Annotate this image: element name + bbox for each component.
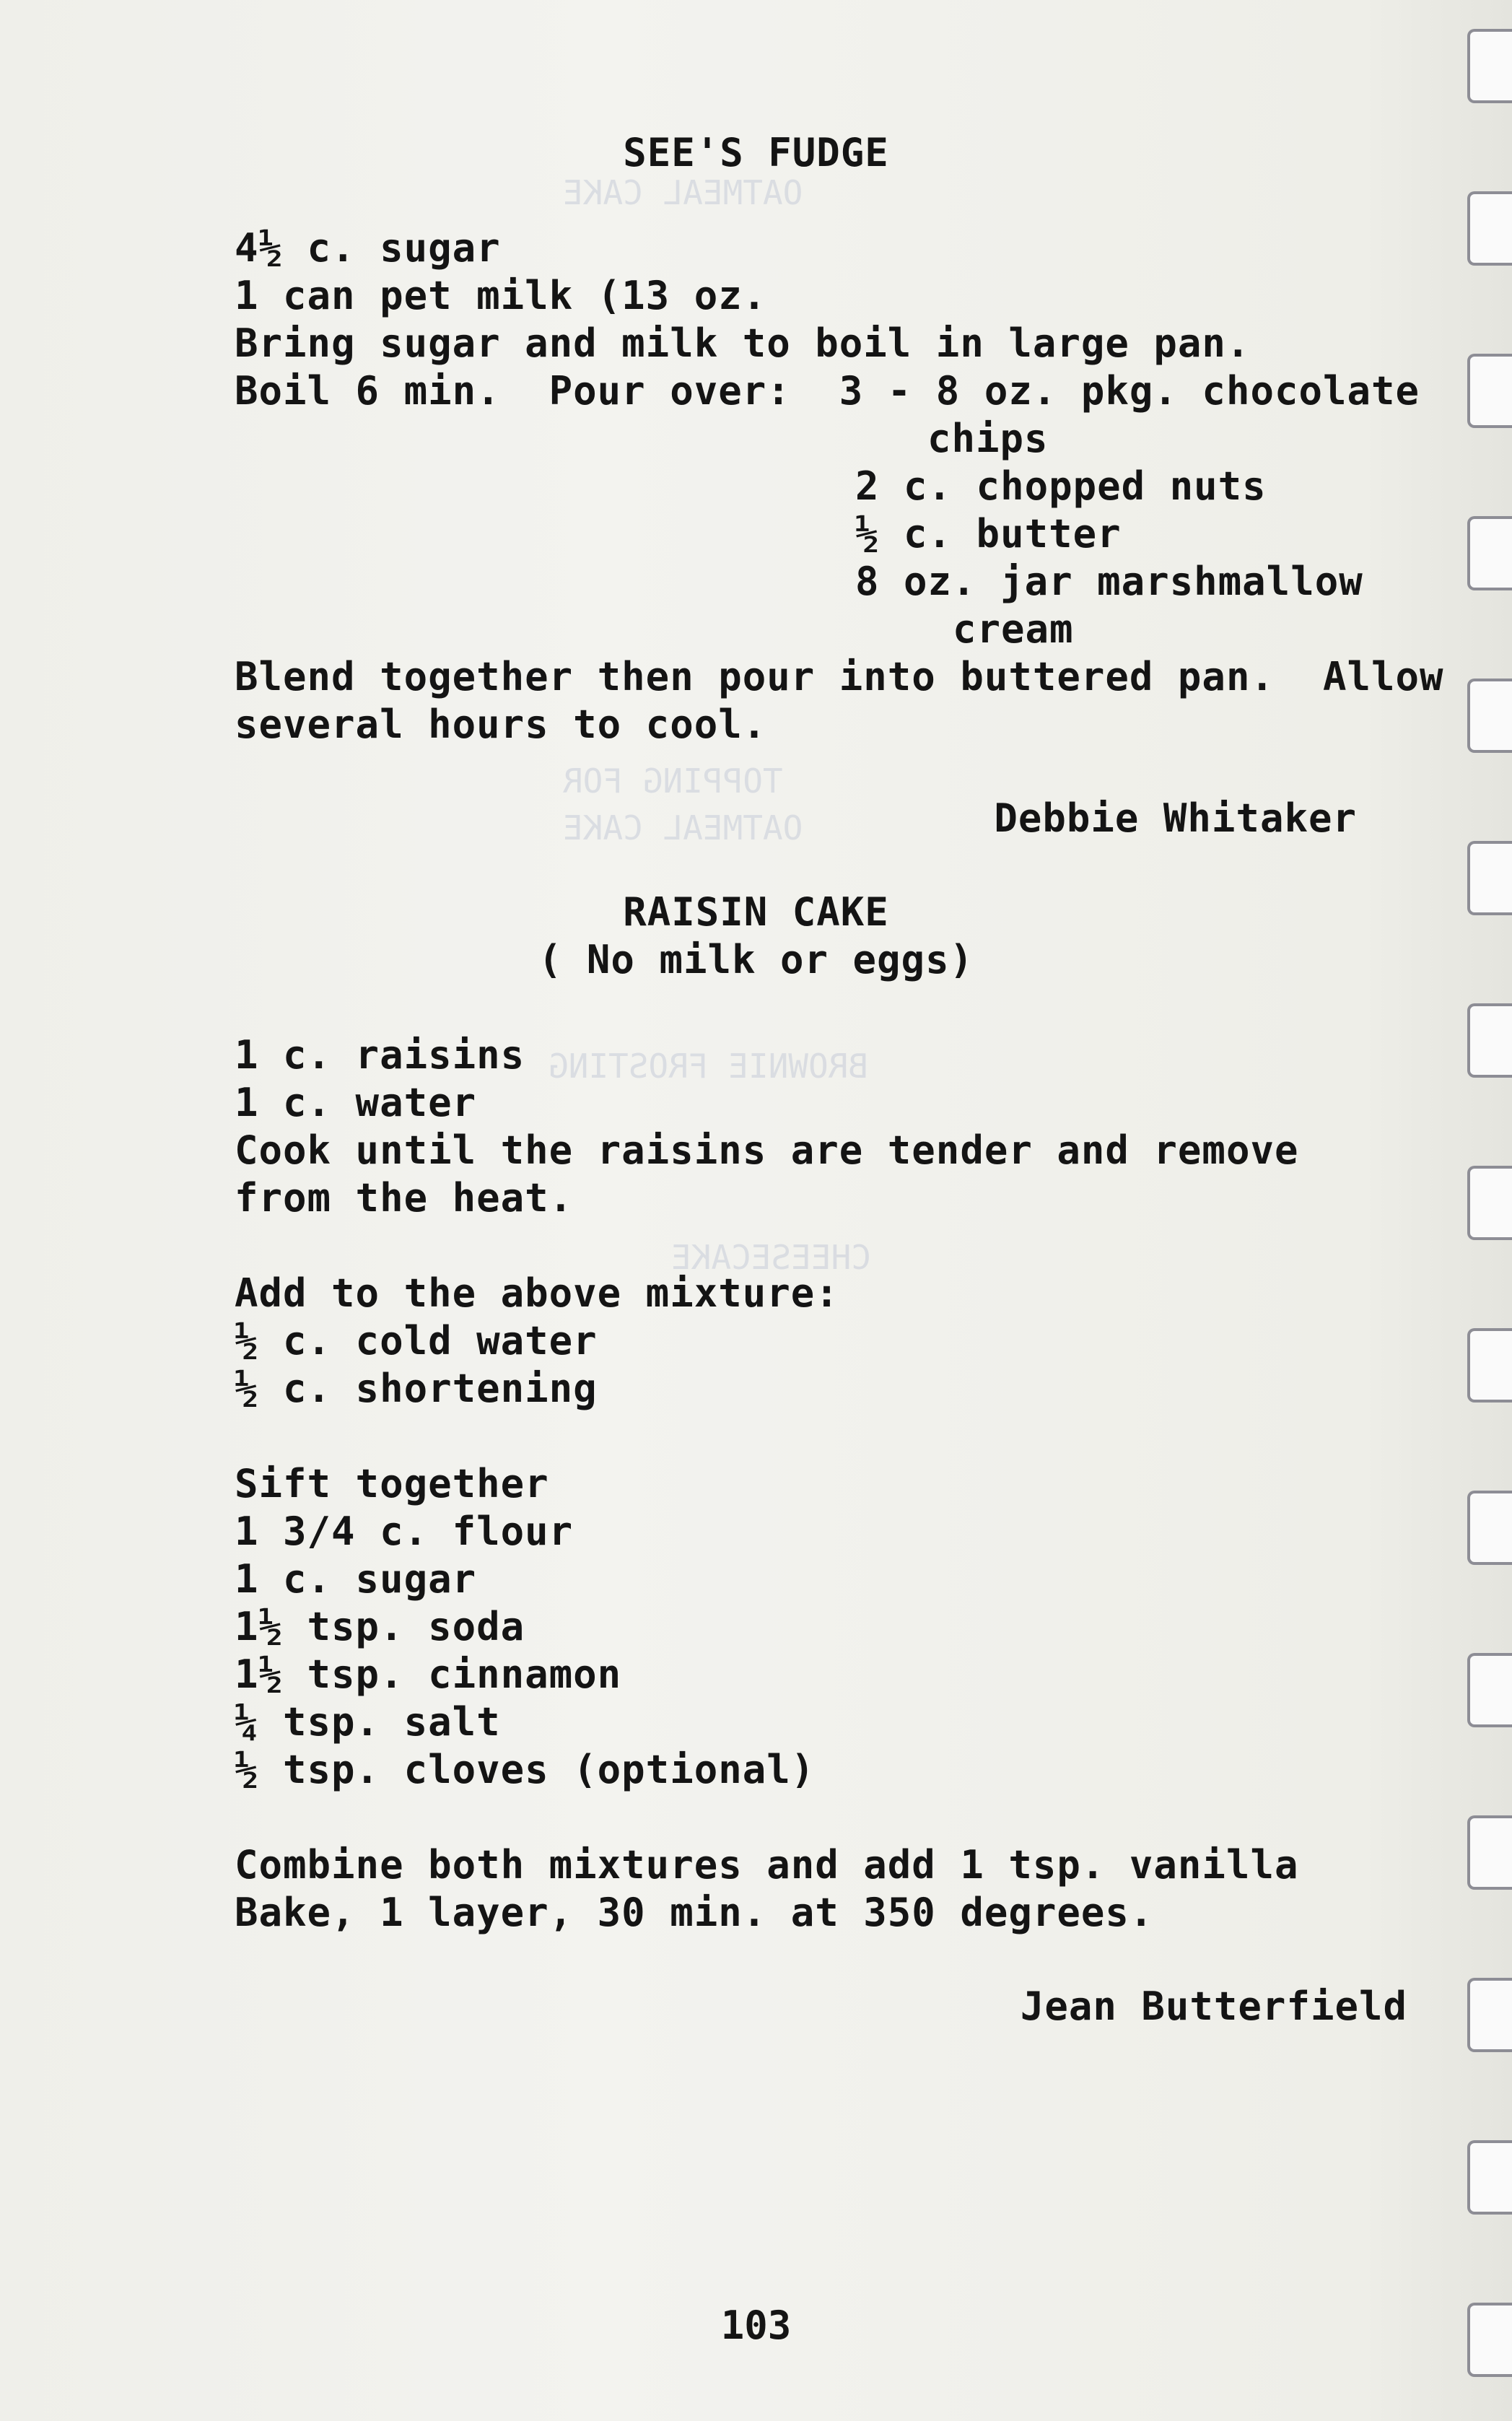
binding-ring [1467, 1003, 1512, 1078]
raisin-line: 1 c. water [235, 1080, 477, 1125]
recipe-author: Jean Butterfield [1020, 1984, 1407, 2029]
raisin-line: ½ tsp. cloves (optional) [235, 1747, 816, 1792]
raisin-line: Cook until the raisins are tender and remove [235, 1127, 1299, 1173]
raisin-line: 1½ tsp. soda [235, 1604, 525, 1649]
recipe-title-raisin-cake: RAISIN CAKE [623, 889, 889, 935]
raisin-line: Combine both mixtures and add 1 tsp. vanilla [235, 1842, 1299, 1888]
bleedthrough-heading: TOPPING FOR [563, 762, 783, 801]
recipe-title-fudge: SEE'S FUDGE [623, 130, 889, 175]
bleedthrough-heading: OATMEAL CAKE [563, 173, 803, 212]
binding-ring [1467, 29, 1512, 103]
raisin-line: Add to the above mixture: [235, 1270, 839, 1316]
binding-ring [1467, 2140, 1512, 2215]
page-number: 103 [720, 2303, 792, 2348]
fudge-line: 4½ c. sugar [235, 225, 501, 271]
fudge-line: chips [927, 416, 1049, 461]
raisin-line: ½ c. cold water [235, 1318, 598, 1364]
fudge-line: Blend together then pour into buttered pan. Allow [235, 654, 1444, 699]
fudge-line: 8 oz. jar marshmallow [855, 559, 1363, 604]
fudge-line: several hours to cool. [235, 702, 767, 747]
bleedthrough-heading: BROWNIE FROSTING [549, 1047, 869, 1086]
binding-ring [1467, 1978, 1512, 2052]
raisin-line: ½ c. shortening [235, 1366, 598, 1411]
binding-ring [1467, 679, 1512, 753]
fudge-line: 2 c. chopped nuts [855, 463, 1267, 509]
binding-ring [1467, 1653, 1512, 1727]
fudge-line: Boil 6 min. Pour over: 3 - 8 oz. pkg. chocolate [235, 368, 1420, 414]
fudge-line: ½ c. butter [855, 511, 1122, 557]
binding-ring [1467, 841, 1512, 915]
raisin-line: Sift together [235, 1461, 549, 1506]
binding-ring [1467, 1166, 1512, 1240]
bleedthrough-heading: CHEESECAKE [671, 1238, 871, 1277]
spiral-binding [1461, 0, 1512, 2421]
binding-ring [1467, 1328, 1512, 1403]
binding-ring [1467, 191, 1512, 266]
raisin-line: 1½ tsp. cinnamon [235, 1652, 622, 1697]
binding-ring [1467, 1491, 1512, 1565]
raisin-line: 1 c. sugar [235, 1556, 477, 1602]
recipe-author: Debbie Whitaker [994, 795, 1357, 841]
binding-ring [1467, 516, 1512, 590]
binding-ring [1467, 354, 1512, 428]
recipe-subtitle: ( No milk or eggs) [538, 937, 974, 982]
fudge-line: 1 can pet milk (13 oz. [235, 273, 767, 318]
fudge-line: Bring sugar and milk to boil in large pan. [235, 320, 1251, 366]
raisin-line: ¼ tsp. salt [235, 1699, 501, 1745]
fudge-line: cream [953, 606, 1074, 652]
raisin-line: 1 3/4 c. flour [235, 1509, 574, 1554]
binding-ring [1467, 1815, 1512, 1890]
raisin-line: 1 c. raisins [235, 1032, 525, 1078]
raisin-line: Bake, 1 layer, 30 min. at 350 degrees. [235, 1890, 1154, 1935]
binding-ring [1467, 2303, 1512, 2377]
raisin-line: from the heat. [235, 1175, 574, 1221]
bleedthrough-heading: OATMEAL CAKE [563, 808, 803, 847]
